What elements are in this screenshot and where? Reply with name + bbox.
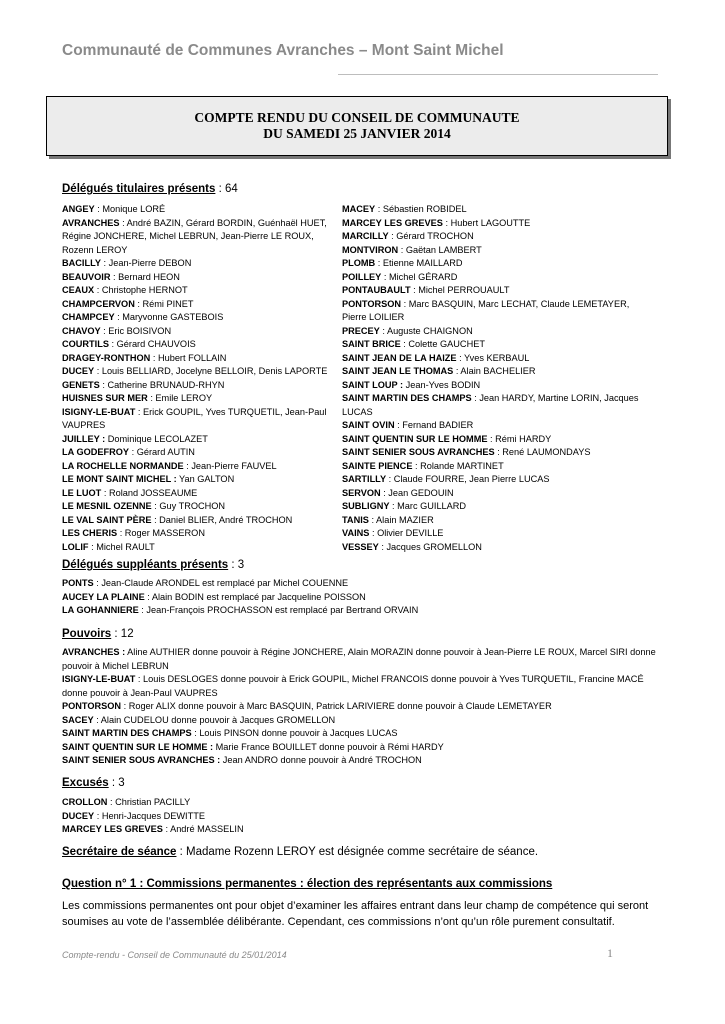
commune-name: BEAUVOIR	[62, 271, 111, 282]
commune-name: SAINT OVIN	[342, 420, 395, 430]
commune-name: MONTVIRON	[342, 244, 399, 255]
delegate-names: : Michel RAULT	[88, 541, 155, 552]
delegate-names: : Jean GEDOUIN	[380, 487, 454, 498]
delegate-names: : Roland JOSSEAUME	[101, 487, 198, 498]
list-item	[62, 527, 334, 541]
delegate-names: : André MASSELIN	[162, 824, 244, 834]
delegate-names: : Jean-Claude ARONDEL est remplacé par Michel COUENNE	[93, 578, 349, 588]
delegate-names: : Auguste CHAIGNON	[379, 325, 473, 336]
commune-name: GENETS	[62, 379, 100, 390]
delegate-names: : Colette GAUCHET	[400, 339, 485, 349]
list-item	[62, 500, 334, 514]
report-title-line2: DU SAMEDI 25 JANVIER 2014	[263, 126, 451, 141]
list-item	[62, 325, 334, 339]
commune-name: PLOMB	[342, 258, 376, 268]
pouvoirs-count: : 12	[111, 628, 134, 640]
list-item	[342, 460, 642, 474]
delegate-names: : Eric BOISIVON	[100, 325, 172, 336]
commune-name: ANGEY	[62, 204, 95, 214]
suppleants-list	[62, 577, 662, 618]
excuses-count: : 3	[108, 777, 125, 789]
delegate-names: : Michel GÉRARD	[381, 271, 458, 282]
delegate-names: : Michel PERROUAULT	[410, 285, 510, 295]
commune-name: ISIGNY-LE-BUAT	[62, 406, 136, 417]
titulaires-right-column	[342, 203, 642, 554]
delegate-names: : Emile LEROY	[147, 393, 213, 403]
commune-name: VESSEY	[342, 541, 379, 552]
commune-name: POILLEY	[342, 271, 382, 282]
excuses-label: Excusés	[62, 777, 109, 789]
delegate-names: : Marc GUILLARD	[389, 501, 467, 511]
commune-name: CROLLON	[62, 797, 108, 807]
commune-name: MARCEY LES GREVES	[342, 217, 443, 228]
list-item	[62, 577, 662, 591]
delegate-names: : Jacques GROMELLON	[378, 541, 482, 552]
delegate-names: : Olivier DEVILLE	[369, 528, 444, 538]
list-item	[342, 365, 642, 379]
list-item	[62, 741, 662, 755]
commune-name: BACILLY	[62, 258, 101, 268]
list-item	[62, 541, 334, 555]
commune-name: LA GOHANNIERE	[62, 605, 139, 615]
delegate-names: : Hubert LAGOUTTE	[442, 217, 531, 228]
list-item	[62, 446, 334, 460]
delegate-names: : Daniel BLIER, André TROCHON	[151, 514, 293, 525]
list-item	[62, 271, 334, 285]
report-title-line1: COMPTE RENDU DU CONSEIL DE COMMUNAUTE	[194, 110, 520, 125]
secretaire-line	[62, 846, 538, 858]
list-item	[342, 284, 642, 298]
delegate-names: : Jean HARDY, Martine LORIN, Jacques LUCAS	[342, 393, 639, 417]
delegate-names: : André BAZIN, Gérard BORDIN, Guénhaël HUET, Régine JONCHERE, Michel LEBRUN, Jean-Pierre LE ROUX, Rozenn LEROY	[62, 217, 327, 255]
delegate-names: : Hubert FOLLAIN	[150, 352, 227, 363]
list-item	[62, 406, 334, 433]
footer-text: Compte-rendu - Conseil de Communauté du 25/01/2014	[62, 950, 287, 960]
commune-name: SARTILLY	[342, 474, 387, 484]
delegate-names: : Sébastien ROBIDEL	[375, 204, 467, 214]
delegate-names: Yan GALTON	[176, 474, 235, 484]
delegate-names: : Christophe HERNOT	[94, 285, 188, 295]
list-item	[62, 298, 334, 312]
list-item	[62, 392, 334, 406]
delegate-names: Aline AUTHIER donne pouvoir à Régine JONCHERE, Alain MORAZIN donne pouvoir à Jean-Pierre LE ROUX, Marcel SIRI donne pouvoir à Michel LEBRUN	[62, 647, 656, 671]
list-item	[62, 823, 662, 837]
commune-name: PONTS	[62, 578, 94, 588]
list-item	[342, 257, 642, 271]
commune-name: CHAVOY	[62, 325, 101, 336]
list-item	[62, 365, 334, 379]
titulaires-label: Délégués titulaires présents	[62, 183, 216, 195]
list-item	[62, 714, 662, 728]
list-item	[342, 392, 642, 419]
delegate-names: : Gaëtan LAMBERT	[398, 244, 482, 255]
delegate-names: : Christian PACILLY	[107, 797, 191, 807]
commune-name: LA ROCHELLE NORMANDE	[62, 460, 184, 471]
list-item	[342, 473, 642, 487]
list-item	[62, 810, 662, 824]
list-item	[342, 527, 642, 541]
list-item	[342, 230, 642, 244]
pouvoirs-heading	[62, 628, 134, 640]
commune-name: COURTILS	[62, 339, 109, 349]
list-item	[62, 673, 662, 700]
delegate-names: : Jean-Pierre DEBON	[100, 258, 192, 268]
question-paragraph: Les commissions permanentes ont pour objet d’examiner les affaires entrant dans leur champ de compétence qui seront soumises au vote de l’assemblée délibérante. Cependant, ces commissions n’ont qu’un rôle purement consultatif.	[62, 900, 649, 928]
commune-name: CHAMPCERVON	[62, 298, 135, 309]
list-item	[342, 325, 642, 339]
commune-name: HUISNES SUR MER	[62, 393, 148, 403]
list-item	[62, 796, 662, 810]
commune-name: SACEY	[62, 714, 94, 725]
commune-name: LE VAL SAINT PÈRE	[62, 514, 152, 525]
delegate-names: : Guy TROCHON	[151, 501, 226, 511]
list-item	[62, 460, 334, 474]
list-item	[62, 604, 662, 618]
delegate-names: Jean-Yves BODIN	[403, 379, 481, 390]
list-item	[342, 419, 642, 433]
delegate-names: : Monique LORÉ	[94, 204, 166, 214]
commune-name: SAINTE PIENCE	[342, 460, 413, 471]
commune-name: SAINT SENIER SOUS AVRANCHES	[342, 447, 495, 457]
commune-name: AVRANCHES :	[62, 647, 126, 657]
pouvoirs-list	[62, 646, 662, 768]
list-item	[62, 203, 334, 217]
commune-name: MARCILLY	[342, 231, 389, 241]
list-item	[62, 311, 334, 325]
list-item	[62, 487, 334, 501]
suppleants-heading	[62, 559, 244, 571]
commune-name: DUCEY	[62, 366, 95, 376]
list-item	[342, 446, 642, 460]
delegate-names: : Alain BODIN est remplacé par Jacqueline POISSON	[144, 591, 366, 602]
excuses-heading	[62, 777, 125, 789]
delegate-names: : Louis PINSON donne pouvoir à Jacques LUCAS	[191, 728, 398, 738]
commune-name: DRAGEY-RONTHON	[62, 352, 151, 363]
list-item	[342, 433, 642, 447]
commune-name: PONTORSON	[62, 701, 122, 711]
commune-name: LE LUOT	[62, 487, 102, 498]
commune-name: AVRANCHES	[62, 217, 120, 228]
list-item	[62, 754, 662, 768]
list-item	[62, 473, 334, 487]
titulaires-heading	[62, 183, 238, 195]
list-item	[62, 591, 662, 605]
delegate-names: : Catherine BRUNAUD-RHYN	[99, 379, 225, 390]
list-item	[62, 646, 662, 673]
commune-name: SAINT QUENTIN SUR LE HOMME	[342, 433, 488, 444]
question-title: Question n° 1 : Commissions permanentes : élection des représentants aux commissions	[62, 878, 553, 890]
commune-name: SAINT QUENTIN SUR LE HOMME :	[62, 741, 214, 752]
commune-name: SAINT MARTIN DES CHAMPS	[62, 728, 192, 738]
list-item	[342, 541, 642, 555]
commune-name: LES CHERIS	[62, 528, 118, 538]
delegate-names: : Marc BASQUIN, Marc LECHAT, Claude LEMETAYER, Pierre LOILIER	[342, 298, 630, 322]
delegate-names: : Henri-Jacques DEWITTE	[94, 810, 205, 821]
pouvoirs-label: Pouvoirs	[62, 628, 112, 640]
commune-name: VAINS	[342, 528, 370, 538]
list-item	[342, 244, 642, 258]
commune-name: SAINT SENIER SOUS AVRANCHES :	[62, 755, 221, 765]
list-item	[62, 700, 662, 714]
commune-name: SAINT JEAN DE LA HAIZE	[342, 352, 457, 363]
delegate-names: : Rémi PINET	[134, 298, 194, 309]
delegate-names: : Fernand BADIER	[394, 420, 474, 430]
list-item	[62, 284, 334, 298]
list-item	[342, 352, 642, 366]
commune-name: MACEY	[342, 204, 376, 214]
commune-name: JUILLEY :	[62, 433, 106, 444]
list-item	[342, 487, 642, 501]
delegate-names: : Maryvonne GASTEBOIS	[114, 312, 224, 322]
suppleants-label: Délégués suppléants présents	[62, 559, 229, 571]
delegate-names: Marie France BOUILLET donne pouvoir à Rémi HARDY	[213, 741, 444, 752]
suppleants-count: : 3	[228, 559, 245, 571]
commune-name: LA GODEFROY	[62, 447, 130, 457]
commune-name: SERVON	[342, 487, 381, 498]
list-item	[62, 352, 334, 366]
delegate-names: : Jean-François PROCHASSON est remplacé par Bertrand ORVAIN	[138, 605, 419, 615]
delegate-names: : Rolande MARTINET	[412, 460, 504, 471]
list-item	[62, 257, 334, 271]
delegate-names: Jean ANDRO donne pouvoir à André TROCHON	[220, 755, 422, 765]
titulaires-left-column	[62, 203, 334, 554]
delegate-names: : René LAUMONDAYS	[494, 447, 591, 457]
commune-name: CHAMPCEY	[62, 312, 115, 322]
delegate-names: : Louis DESLOGES donne pouvoir à Erick GOUPIL, Michel FRANCOIS donne pouvoir à Yves TURQUETIL, Francine MACÉ donne pouvoir à Jean-Paul VAUPRES	[62, 674, 644, 698]
delegate-names: : Gérard CHAUVOIS	[108, 339, 196, 349]
commune-name: ISIGNY-LE-BUAT	[62, 674, 136, 684]
commune-name: PONTAUBAULT	[342, 285, 411, 295]
list-item	[62, 217, 334, 258]
list-item	[62, 338, 334, 352]
delegate-names: : Yves KERBAUL	[456, 352, 530, 363]
secretaire-text: : Madame Rozenn LEROY est désignée comme secrétaire de séance.	[176, 846, 539, 858]
commune-name: SAINT MARTIN DES CHAMPS	[342, 393, 472, 403]
list-item	[62, 727, 662, 741]
list-item	[342, 379, 642, 393]
delegate-names: : Gérard AUTIN	[129, 447, 195, 457]
list-item	[342, 500, 642, 514]
delegate-names: : Alain BACHELIER	[453, 366, 536, 376]
header-title: Communauté de Communes Avranches – Mont Saint Michel	[62, 42, 504, 59]
commune-name: SAINT JEAN LE THOMAS	[342, 366, 454, 376]
commune-name: SUBLIGNY	[342, 501, 390, 511]
delegate-names: : Roger MASSERON	[117, 528, 205, 538]
commune-name: DUCEY	[62, 810, 95, 821]
list-item	[342, 203, 642, 217]
list-item	[62, 433, 334, 447]
delegate-names: : Rémi HARDY	[487, 433, 552, 444]
commune-name: SAINT BRICE	[342, 339, 401, 349]
commune-name: LE MONT SAINT MICHEL :	[62, 474, 177, 484]
list-item	[62, 514, 334, 528]
page-number: 1	[607, 946, 613, 960]
commune-name: TANIS	[342, 514, 369, 525]
excuses-list	[62, 796, 662, 837]
list-item	[342, 298, 642, 325]
delegate-names: Dominique LECOLAZET	[105, 433, 208, 444]
delegate-names: : Alain MAZIER	[368, 514, 434, 525]
list-item	[62, 379, 334, 393]
delegate-names: : Jean-Pierre FAUVEL	[183, 460, 277, 471]
commune-name: LOLIF	[62, 541, 89, 552]
list-item	[342, 338, 642, 352]
commune-name: PRECEY	[342, 325, 380, 336]
delegate-names: : Etienne MAILLARD	[375, 258, 463, 268]
delegate-names: : Gérard TROCHON	[388, 231, 474, 241]
list-item	[342, 514, 642, 528]
delegate-names: : Louis BELLIARD, Jocelyne BELLOIR, Denis LAPORTE	[94, 366, 328, 376]
delegate-names: : Erick GOUPIL, Yves TURQUETIL, Jean-Paul VAUPRES	[62, 406, 327, 430]
delegate-names: : Alain CUDELOU donne pouvoir à Jacques GROMELLON	[93, 714, 336, 725]
list-item	[342, 271, 642, 285]
commune-name: MARCEY LES GREVES	[62, 824, 163, 834]
list-item	[342, 217, 642, 231]
delegate-names: : Claude FOURRE, Jean Pierre LUCAS	[386, 474, 550, 484]
delegate-names: : Roger ALIX donne pouvoir à Marc BASQUIN, Patrick LARIVIERE donne pouvoir à Claude LEMETAYER	[121, 701, 552, 711]
delegate-names: : Bernard HEON	[110, 271, 180, 282]
report-title-box	[46, 96, 668, 156]
header-rule	[338, 74, 658, 75]
secretaire-label: Secrétaire de séance	[62, 846, 177, 858]
commune-name: SAINT LOUP :	[342, 379, 404, 390]
titulaires-count: : 64	[215, 183, 238, 195]
commune-name: LE MESNIL OZENNE	[62, 501, 152, 511]
commune-name: PONTORSON	[342, 298, 402, 309]
commune-name: AUCEY LA PLAINE	[62, 591, 145, 602]
commune-name: CEAUX	[62, 285, 95, 295]
